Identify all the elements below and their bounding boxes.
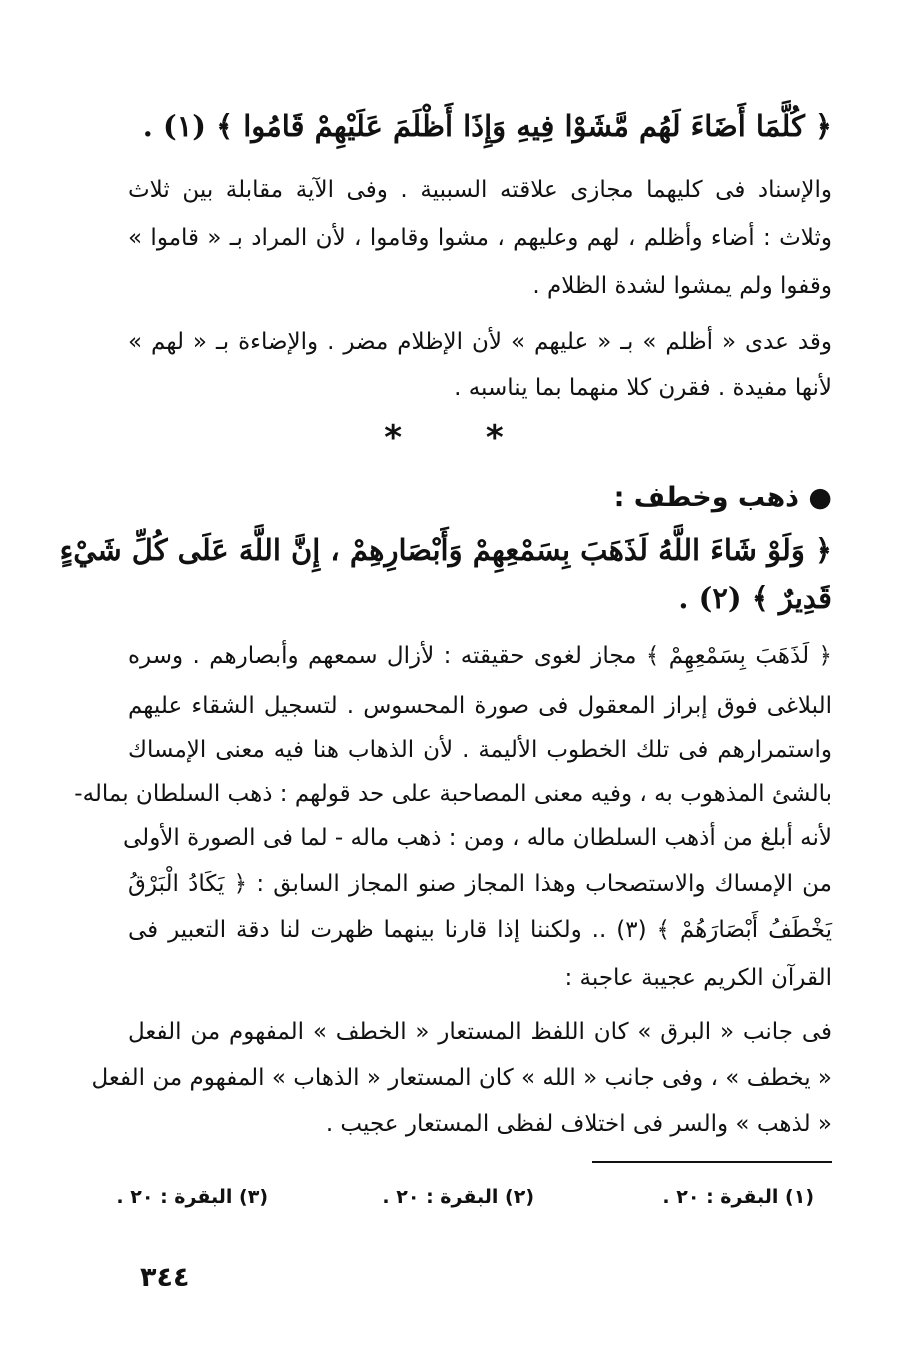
paragraph-3-line-7: يَخْطَفُ أَبْصَارَهُمْ ﴾ (٣) .. ولكننا إذا قارنا بينهما ظهرت لنا دقة التعبير فى	[128, 917, 832, 943]
paragraph-3-line-6: من الإمساك والاستصحاب وهذا المجاز صنو المجاز السابق : ﴿ يَكَادُ الْبَرْقُ	[128, 871, 832, 897]
verse-2-line-2: قَدِيرٌ ﴾ (٢) .	[678, 581, 832, 615]
paragraph-4-line-3: « لذهب » والسر فى اختلاف لفظى المستعار عجيب .	[325, 1111, 832, 1137]
verse-2-line-1: ﴿ وَلَوْ شَاءَ اللَّهُ لَذَهَبَ بِسَمْعِهِمْ وَأَبْصَارِهِمْ ، إِنَّ اللَّهَ عَلَى كُلِّ شَيْءٍ	[59, 533, 832, 567]
footnote-separator	[592, 1161, 832, 1163]
paragraph-3-line-2: البلاغى فوق إبراز المعقول فى صورة المحسوس . لتسجيل الشقاء عليهم	[128, 693, 832, 719]
section-heading: ● ذهب وخطف :	[613, 482, 832, 513]
paragraph-2-line-1: وقد عدى « أظلم » بـ « عليهم » لأن الإظلام مضر . والإضاءة بـ « لهم »	[128, 329, 832, 355]
footnote-2: (٢) البقرة : ٢٠ .	[382, 1186, 534, 1208]
section-divider-stars: * *	[384, 418, 540, 458]
paragraph-4-line-1: فى جانب « البرق » كان اللفظ المستعار « الخطف » المفهوم من الفعل	[128, 1019, 832, 1045]
paragraph-3-line-3: واستمرارهم فى تلك الخطوب الأليمة . لأن الذهاب هنا فيه معنى الإمساك	[128, 737, 832, 763]
footnote-3: (٣) البقرة : ٢٠ .	[116, 1186, 268, 1208]
paragraph-1-line-3: وقفوا ولم يمشوا لشدة الظلام .	[532, 273, 832, 299]
paragraph-3-line-4: بالشئ المذهوب به ، وفيه معنى المصاحبة على حد قولهم : ذهب السلطان بماله-	[74, 781, 832, 807]
page-number: ٣٤٤	[140, 1262, 190, 1293]
paragraph-3-line-5: لأنه أبلغ من أذهب السلطان ماله ، ومن : ذهب ماله - لما فى الصورة الأولى	[123, 825, 832, 851]
paragraph-3-line-1: ﴿ لَذَهَبَ بِسَمْعِهِمْ ﴾ مجاز لغوى حقيقته : لأزال سمعهم وأبصارهم . وسره	[128, 643, 832, 669]
paragraph-4-line-2: « يخطف » ، وفى جانب « الله » كان المستعار « الذهاب » المفهوم من الفعل	[91, 1065, 832, 1091]
paragraph-1-line-2: وثلاث : أضاء وأظلم ، لهم وعليهم ، مشوا وقاموا ، لأن المراد بـ « قاموا »	[128, 225, 832, 251]
paragraph-2-line-2: لأنها مفيدة . فقرن كلا منهما بما يناسبه .	[454, 375, 832, 401]
paragraph-3-line-8: القرآن الكريم عجيبة عاجبة :	[564, 965, 832, 991]
footnote-1: (١) البقرة : ٢٠ .	[662, 1186, 814, 1208]
verse-1: ﴿ كُلَّمَا أَضَاءَ لَهُم مَّشَوْا فِيهِ وَإِذَا أَظْلَمَ عَلَيْهِمْ قَامُوا ﴾ (١) .	[142, 109, 832, 143]
paragraph-1-line-1: والإسناد فى كليهما مجازى علاقته السببية . وفى الآية مقابلة بين ثلاث	[128, 177, 832, 203]
